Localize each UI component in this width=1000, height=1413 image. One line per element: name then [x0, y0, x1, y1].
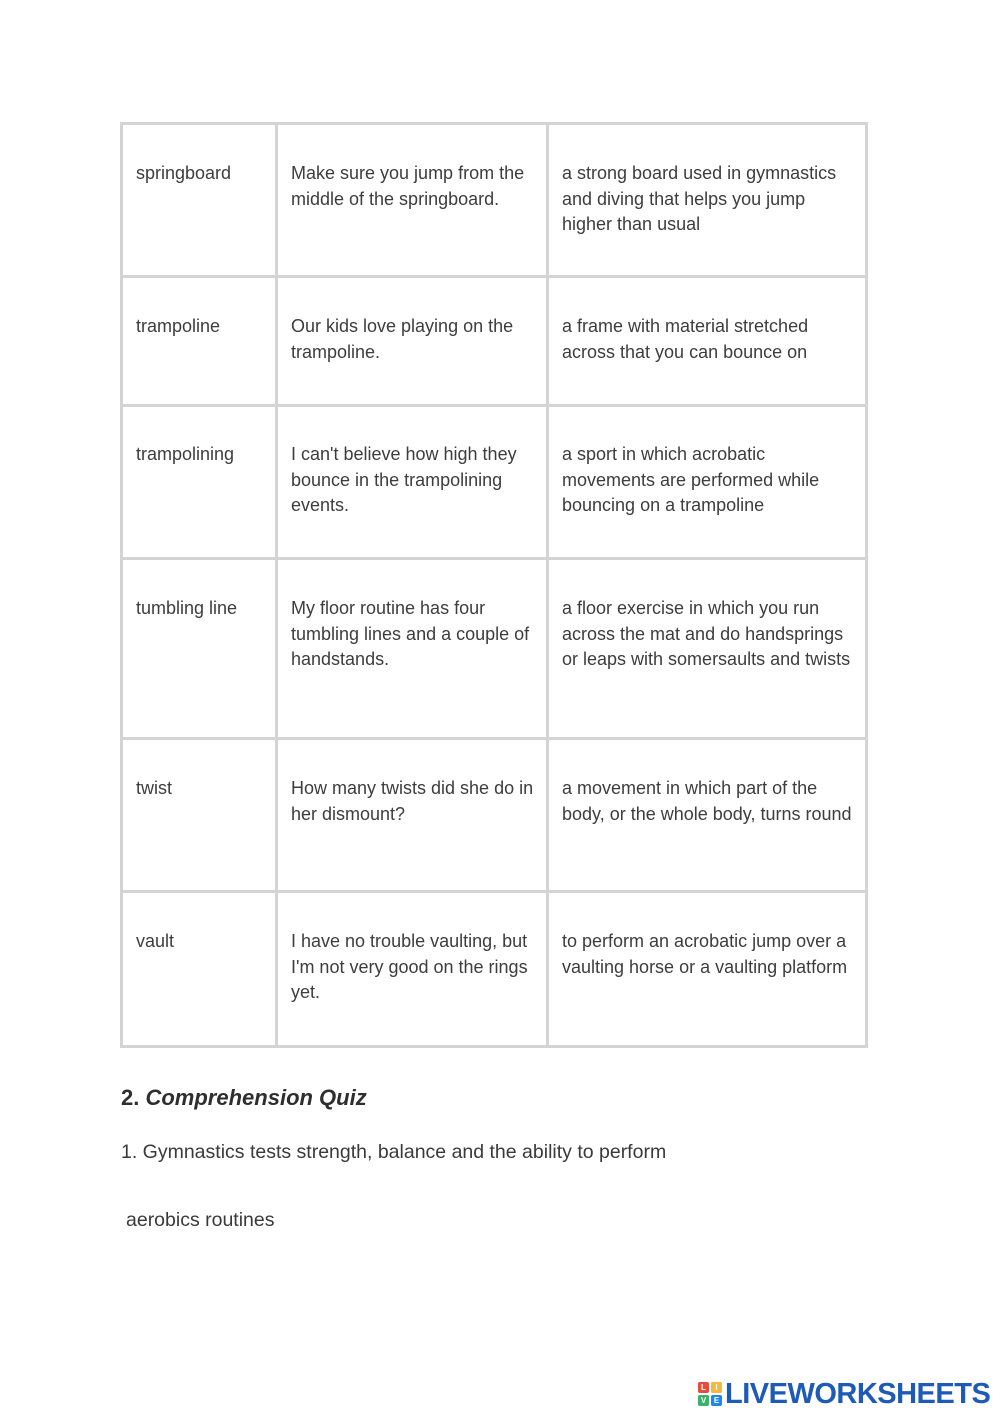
- answer-option[interactable]: aerobics routines: [126, 1209, 275, 1231]
- example-cell: I can't believe how high they bounce in the trampolining events.: [277, 406, 548, 559]
- word-cell: trampolining: [122, 406, 277, 559]
- logo-letter: I: [711, 1382, 722, 1393]
- definition-cell: a frame with material stretched across that you can bounce on: [548, 277, 867, 406]
- logo-letter: E: [711, 1395, 722, 1406]
- section-heading: [121, 1085, 367, 1111]
- definition-cell: to perform an acrobatic jump over a vaulting horse or a vaulting platform: [548, 892, 867, 1047]
- word-cell: twist: [122, 739, 277, 892]
- definition-cell: a strong board used in gymnastics and diving that helps you jump higher than usual: [548, 124, 867, 277]
- section-number: 2.: [121, 1085, 140, 1110]
- example-cell: I have no trouble vaulting, but I'm not very good on the rings yet.: [277, 892, 548, 1047]
- logo-mark-icon: [698, 1382, 722, 1406]
- logo-text: LIVEWORKSHEETS: [725, 1377, 991, 1410]
- definition-cell: a movement in which part of the body, or the whole body, turns round: [548, 739, 867, 892]
- logo-letter: V: [698, 1395, 709, 1406]
- logo-letter: L: [698, 1382, 709, 1393]
- word-cell: tumbling line: [122, 559, 277, 739]
- table-row: [122, 559, 867, 739]
- quiz-question: 1. Gymnastics tests strength, balance and the ability to perform: [121, 1141, 667, 1163]
- table-row: [122, 277, 867, 406]
- word-cell: springboard: [122, 124, 277, 277]
- word-cell: trampoline: [122, 277, 277, 406]
- table-row: [122, 892, 867, 1047]
- example-cell: How many twists did she do in her dismount?: [277, 739, 548, 892]
- definition-cell: a sport in which acrobatic movements are performed while bouncing on a trampoline: [548, 406, 867, 559]
- example-cell: My floor routine has four tumbling lines and a couple of handstands.: [277, 559, 548, 739]
- example-cell: Our kids love playing on the trampoline.: [277, 277, 548, 406]
- vocabulary-table: [120, 122, 868, 1048]
- table-row: [122, 739, 867, 892]
- definition-cell: a floor exercise in which you run across the mat and do handsprings or leaps with somersaults and twists: [548, 559, 867, 739]
- section-title: Comprehension Quiz: [145, 1085, 367, 1110]
- word-cell: vault: [122, 892, 277, 1047]
- example-cell: Make sure you jump from the middle of the springboard.: [277, 124, 548, 277]
- liveworksheets-logo: [698, 1378, 990, 1410]
- table-row: [122, 124, 867, 277]
- table-row: [122, 406, 867, 559]
